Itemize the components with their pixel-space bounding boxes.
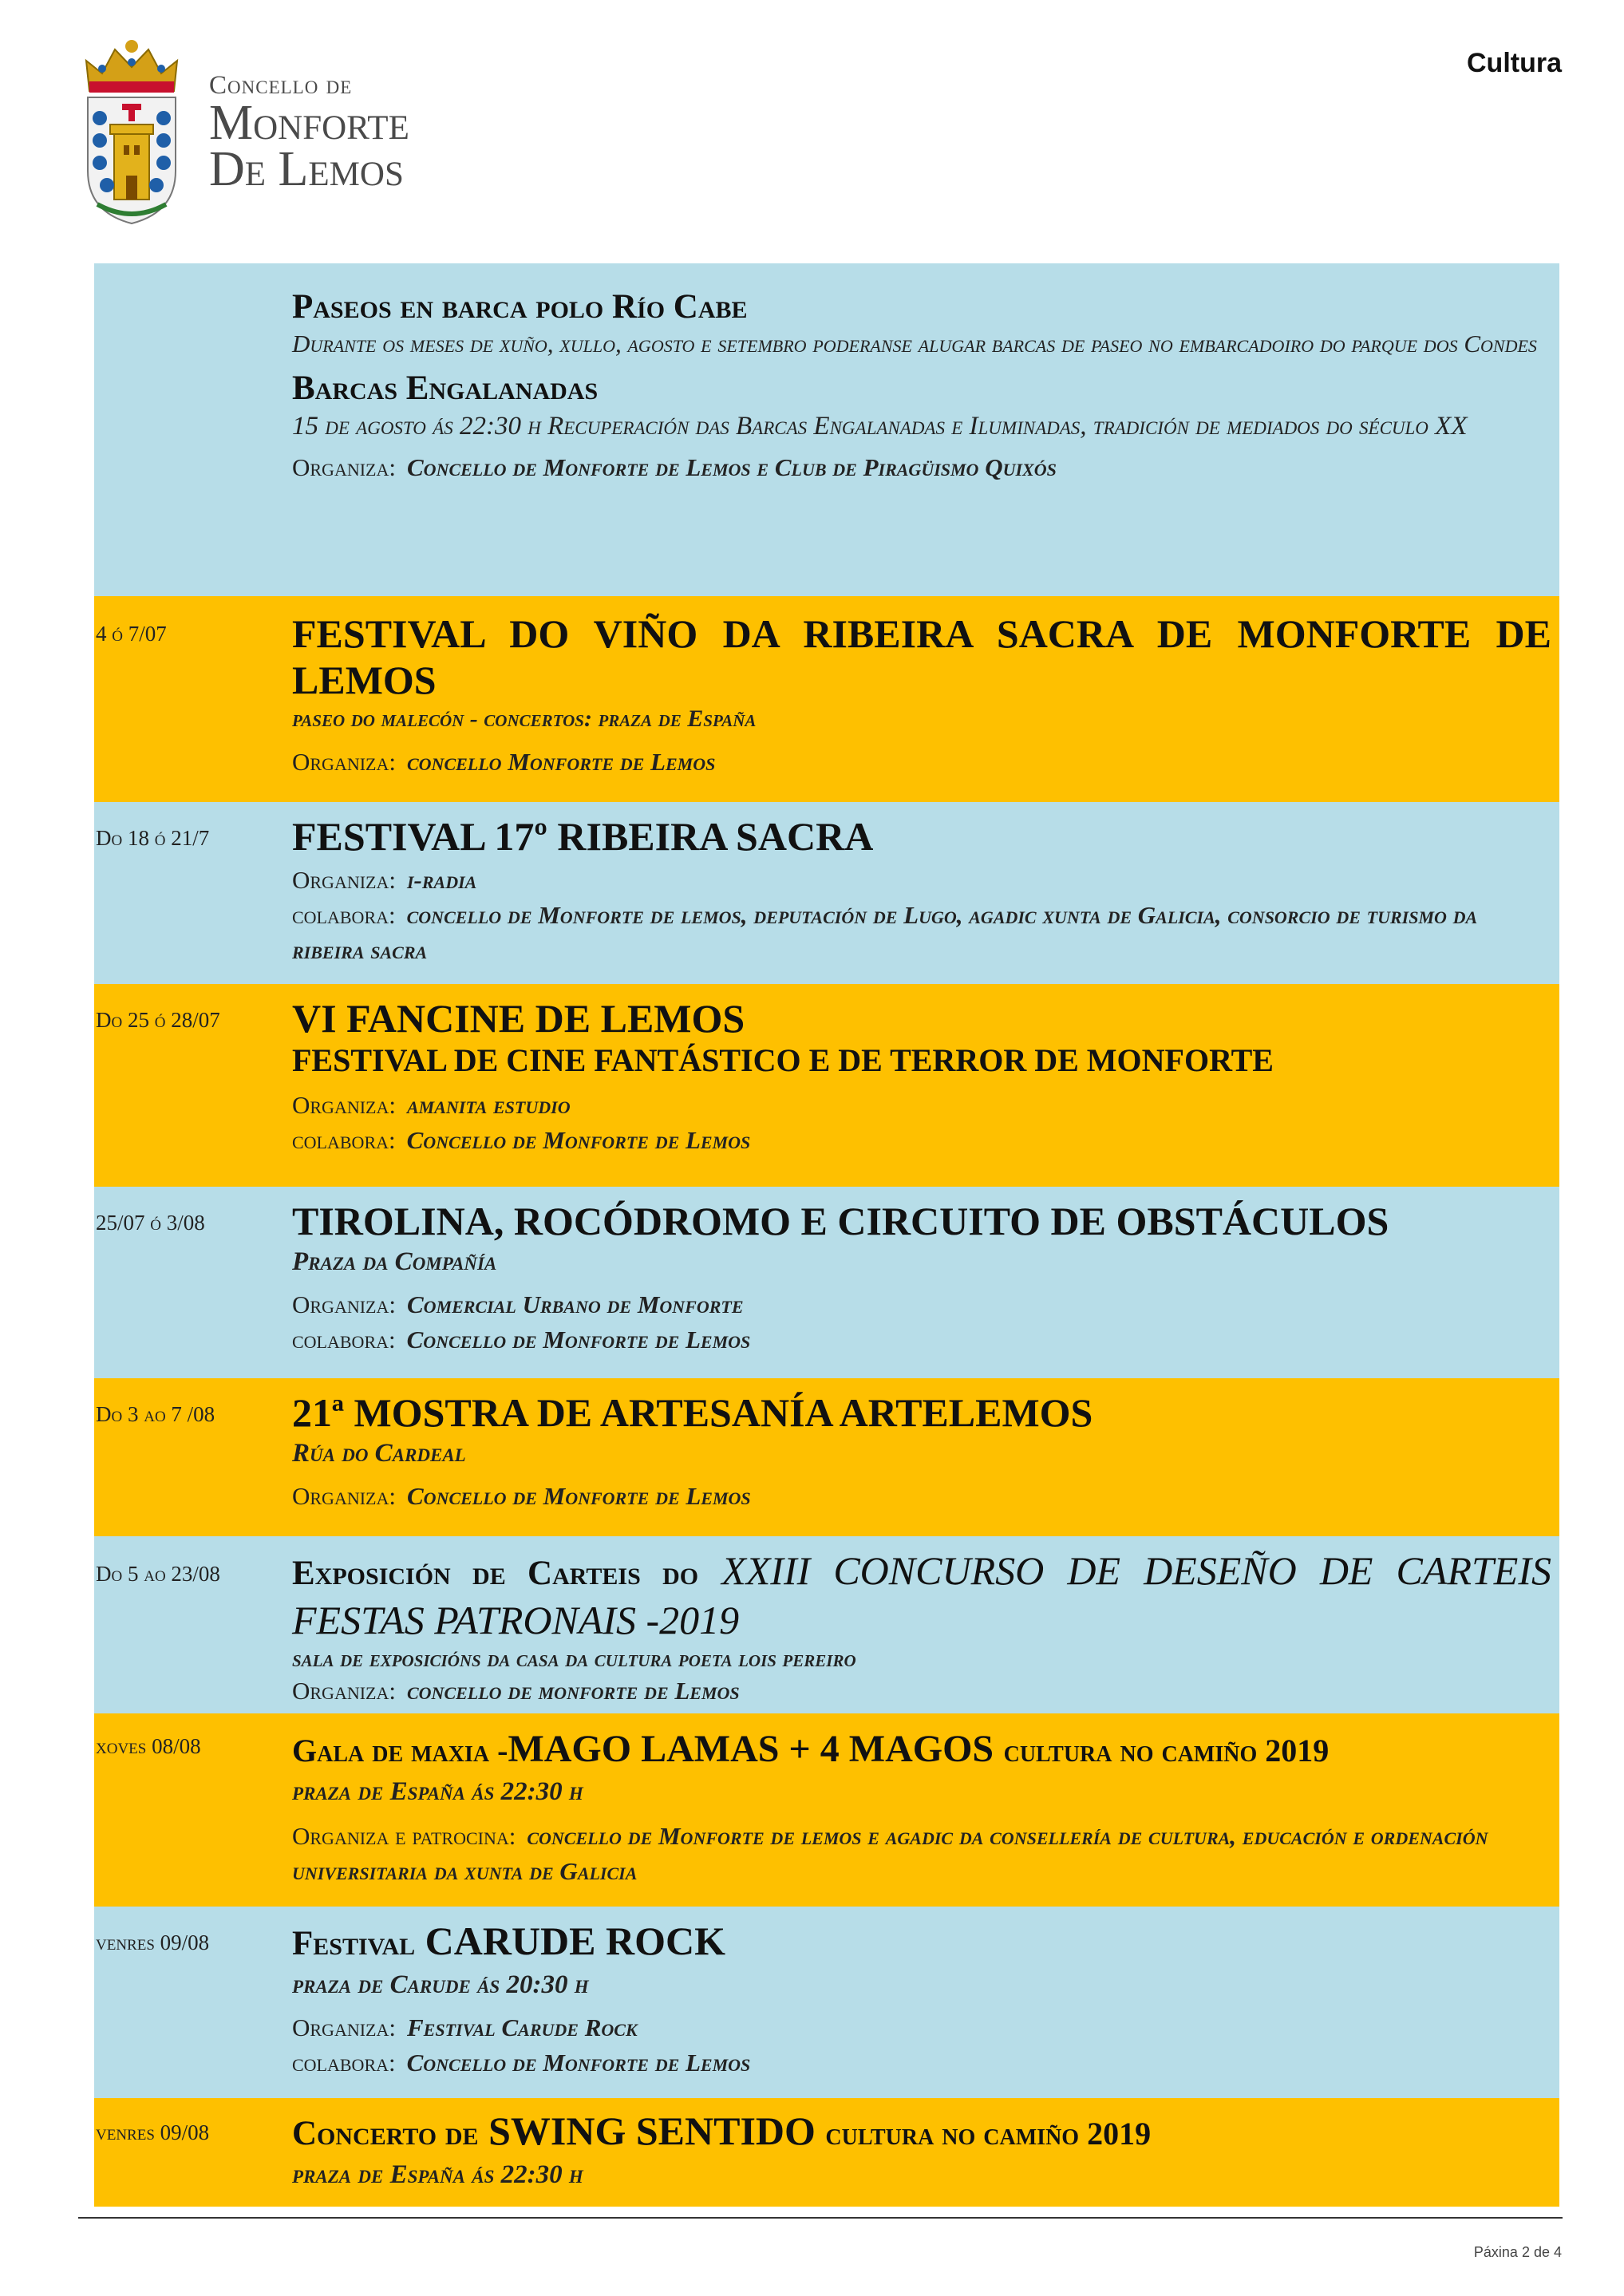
title-part: Festival — [292, 1925, 416, 1962]
event-row — [94, 984, 1559, 1187]
colabora-label: colabora: — [292, 1126, 396, 1154]
organiza-label: Organiza: — [292, 1482, 396, 1510]
event-description: Durante os meses de xuño, xullo, agosto e setembro poderanse alugar barcas de paseo no embarcadoiro do parque dos Condes — [292, 330, 1537, 358]
organiza-line — [292, 450, 1551, 485]
organiza-value: Concello de Monforte de Lemos — [407, 1482, 751, 1510]
event-row — [94, 1536, 1559, 1713]
organiza-value: Concello de Monforte de Lemos e Club de Piragüismo Quixós — [407, 453, 1057, 481]
organiza-line — [292, 1088, 1551, 1123]
organiza-value: concello de monforte de Lemos — [407, 1677, 740, 1705]
event-date: Do 3 ao 7 /08 — [96, 1402, 215, 1426]
event-subtitle: praza de España ás 22:30 h — [292, 2160, 583, 2189]
event-row — [94, 1187, 1559, 1378]
event-row — [94, 1713, 1559, 1907]
organiza-line — [292, 863, 1551, 898]
event-row — [94, 2098, 1559, 2207]
event-title: FESTIVAL 17º RIBEIRA SACRA — [292, 814, 874, 859]
title-part: Gala de maxia - — [292, 1733, 508, 1768]
organiza-label: Organiza: — [292, 453, 396, 481]
event-date: Do 18 ó 21/7 — [96, 826, 210, 850]
title-part: cultura no camiño 2019 — [825, 2116, 1152, 2152]
organiza-value: concello Monforte de Lemos — [407, 748, 716, 776]
event-date: 4 ó 7/07 — [96, 622, 167, 646]
event-date: 25/07 ó 3/08 — [96, 1211, 205, 1235]
event-title: Paseos en barca polo Río Cabe — [292, 288, 748, 326]
brand-line-3: De Lemos — [209, 142, 404, 196]
organiza-line — [292, 1479, 1551, 1514]
organiza-line — [292, 745, 1551, 780]
colabora-line — [292, 2045, 1551, 2081]
event-date: xoves 08/08 — [96, 1734, 201, 1758]
organiza-label: Organiza: — [292, 866, 396, 894]
colabora-value: Concello de Monforte de Lemos — [406, 1126, 751, 1154]
event-subtitle: praza de Carude ás 20:30 h — [292, 1970, 589, 1999]
organiza-line — [292, 2010, 1551, 2045]
event-title — [292, 1547, 1551, 1643]
footer-divider — [78, 2217, 1563, 2219]
organiza-line — [292, 1819, 1551, 1889]
organiza-value: i-radia — [407, 866, 477, 894]
event-title — [292, 1725, 1551, 1774]
event-title: 21ª MOSTRA DE ARTESANÍA ARTELEMOS — [292, 1390, 1093, 1435]
event-title: VI FANCINE DE LEMOS — [292, 996, 745, 1041]
organiza-label: Organiza: — [292, 1091, 396, 1119]
coat-of-arms-logo — [78, 35, 185, 227]
event-row — [94, 263, 1559, 596]
organiza-label: Organiza: — [292, 748, 396, 776]
event-subtitle: praza de España ás 22:30 h — [292, 1777, 583, 1806]
colabora-label: colabora: — [292, 901, 396, 929]
page-header — [0, 0, 1624, 263]
colabora-label: colabora: — [292, 1326, 396, 1353]
section-label: Cultura — [1467, 48, 1562, 78]
brand-line-2: Monforte — [209, 96, 409, 150]
event-row — [94, 596, 1559, 802]
organiza-value: concello de Monforte de lemos e agadic da consellería de cultura, educación e ordenación universitaria da xunta de Galicia — [292, 1822, 1488, 1885]
title-part: MAGO LAMAS + 4 MAGOS — [508, 1728, 994, 1770]
title-part: SWING SENTIDO — [488, 2108, 816, 2153]
event-date: venres 09/08 — [96, 2120, 210, 2144]
colabora-value: concello de Monforte de lemos, deputación de Lugo, agadic xunta de Galicia, consorcio de turismo da ribeira sacra — [292, 901, 1478, 964]
organiza-label: Organiza: — [292, 1290, 396, 1318]
event-title: TIROLINA, ROCÓDROMO E CIRCUITO DE OBSTÁCULOS — [292, 1199, 1389, 1243]
event-subtitle: Rúa do Cardeal — [292, 1439, 466, 1468]
event-date: Do 25 ó 28/07 — [96, 1008, 220, 1032]
event-title — [292, 1918, 1551, 1967]
event-date: Do 5 ao 23/08 — [96, 1562, 220, 1586]
event-subtitle: FESTIVAL DE CINE FANTÁSTICO E DE TERROR DE MONFORTE — [292, 1042, 1274, 1078]
event-title: FESTIVAL DO VIÑO DA RIBEIRA SACRA DE MONFORTE DE LEMOS — [292, 611, 1551, 702]
event-row — [94, 802, 1559, 984]
events-table — [94, 263, 1559, 2207]
colabora-line — [292, 1123, 1551, 1158]
event-subtitle: Praza da Compañía — [292, 1247, 497, 1276]
event-title — [292, 2108, 1551, 2157]
event-title: Barcas Engalanadas — [292, 369, 599, 407]
colabora-value: Concello de Monforte de Lemos — [406, 2049, 751, 2077]
brand-line-1: Concello de — [209, 71, 353, 100]
organiza-value: Comercial Urbano de Monforte — [407, 1290, 744, 1318]
event-row — [94, 1378, 1559, 1536]
page-number: Páxina 2 de 4 — [1473, 2244, 1562, 2260]
title-part: cultura no camiño 2019 — [1003, 1733, 1330, 1768]
colabora-label: colabora: — [292, 2049, 396, 2077]
colabora-value: Concello de Monforte de Lemos — [406, 1326, 751, 1353]
event-description: 15 de agosto ás 22:30 h Recuperación das Barcas Engalanadas e Iluminadas, tradición de mediados do século XX — [292, 412, 1468, 441]
organiza-label: Organiza: — [292, 1677, 396, 1705]
organiza-line — [292, 1287, 1551, 1322]
title-part: Concerto de — [292, 2115, 479, 2152]
event-date: venres 09/08 — [96, 1930, 210, 1954]
organiza-label: Organiza e patrocina: — [292, 1822, 516, 1850]
title-part: XXIII CONCURSO DE DESEÑO DE CARTEIS FESTAS PATRONAIS -2019 — [292, 1548, 1551, 1642]
colabora-line — [292, 1322, 1551, 1357]
municipality-name — [209, 70, 409, 196]
organiza-value: amanita estudio — [407, 1091, 571, 1119]
colabora-line — [292, 898, 1551, 968]
title-part: CARUDE ROCK — [425, 1919, 726, 1963]
event-subtitle: paseo do malecón - concertos: praza de España — [292, 705, 757, 732]
title-part: Exposición de Carteis do — [292, 1555, 699, 1592]
event-row — [94, 1907, 1559, 2098]
organiza-line — [292, 1675, 1551, 1707]
organiza-label: Organiza: — [292, 2013, 396, 2041]
event-subtitle: sala de exposicións da casa da cultura poeta lois pereiro — [292, 1646, 856, 1672]
organiza-value: Festival Carude Rock — [407, 2013, 638, 2041]
